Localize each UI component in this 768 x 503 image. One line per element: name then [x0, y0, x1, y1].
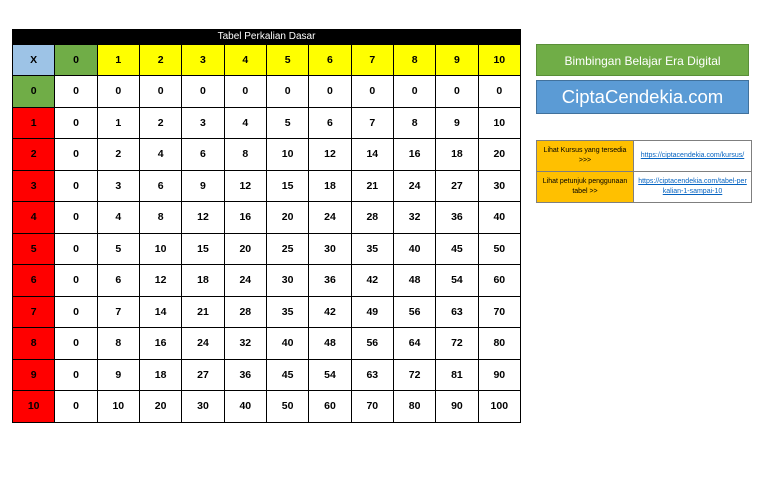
header-row [13, 45, 521, 76]
product-cell[interactable]: 0 [55, 233, 97, 265]
product-cell[interactable]: 0 [55, 296, 97, 328]
column-header-cell[interactable]: 1 [97, 45, 139, 76]
product-cell[interactable]: 0 [55, 76, 97, 108]
product-cell[interactable]: 27 [182, 359, 224, 391]
product-cell[interactable]: 54 [309, 359, 351, 391]
product-cell[interactable]: 2 [139, 107, 181, 139]
product-cell[interactable]: 40 [266, 328, 308, 360]
product-cell[interactable]: 28 [351, 202, 393, 234]
product-cell[interactable]: 0 [224, 76, 266, 108]
product-cell[interactable]: 1 [97, 107, 139, 139]
subtitle-banner: Bimbingan Belajar Era Digital [536, 44, 749, 76]
product-cell[interactable]: 7 [351, 107, 393, 139]
product-cell[interactable]: 70 [478, 296, 520, 328]
product-cell[interactable]: 35 [351, 233, 393, 265]
table-row [13, 107, 521, 139]
product-cell[interactable]: 4 [97, 202, 139, 234]
table-row [13, 233, 521, 265]
product-cell[interactable]: 16 [393, 139, 435, 171]
table-row [13, 170, 521, 202]
product-cell[interactable]: 50 [266, 391, 308, 423]
link-row-guide [537, 172, 752, 203]
product-cell[interactable]: 4 [224, 107, 266, 139]
row-header-cell[interactable]: 5 [13, 233, 55, 265]
product-cell[interactable]: 60 [309, 391, 351, 423]
product-cell[interactable]: 40 [478, 202, 520, 234]
product-cell[interactable]: 0 [436, 76, 478, 108]
product-cell[interactable]: 0 [55, 202, 97, 234]
product-cell[interactable]: 0 [55, 265, 97, 297]
product-cell[interactable]: 14 [351, 139, 393, 171]
table-row [13, 202, 521, 234]
row-header-cell[interactable]: 7 [13, 296, 55, 328]
product-cell[interactable]: 48 [393, 265, 435, 297]
product-cell[interactable]: 0 [478, 76, 520, 108]
product-cell[interactable]: 30 [182, 391, 224, 423]
product-cell[interactable]: 48 [309, 328, 351, 360]
product-cell[interactable]: 20 [139, 391, 181, 423]
column-header-cell[interactable]: 10 [478, 45, 520, 76]
product-cell[interactable]: 64 [393, 328, 435, 360]
product-cell[interactable]: 2 [97, 139, 139, 171]
product-cell[interactable]: 8 [224, 139, 266, 171]
product-cell[interactable]: 3 [97, 170, 139, 202]
product-cell[interactable]: 40 [224, 391, 266, 423]
product-cell[interactable]: 54 [436, 265, 478, 297]
product-cell[interactable]: 21 [351, 170, 393, 202]
row-header-cell[interactable]: 4 [13, 202, 55, 234]
product-cell[interactable]: 15 [182, 233, 224, 265]
product-cell[interactable]: 32 [393, 202, 435, 234]
column-header-cell[interactable]: 2 [139, 45, 181, 76]
product-cell[interactable]: 45 [266, 359, 308, 391]
product-cell[interactable]: 5 [97, 233, 139, 265]
product-cell[interactable]: 15 [266, 170, 308, 202]
product-cell[interactable]: 32 [224, 328, 266, 360]
row-header-cell[interactable]: 3 [13, 170, 55, 202]
row-header-cell[interactable]: 2 [13, 139, 55, 171]
product-cell[interactable]: 3 [182, 107, 224, 139]
column-header-cell[interactable]: 9 [436, 45, 478, 76]
product-cell[interactable]: 9 [182, 170, 224, 202]
product-cell[interactable]: 72 [393, 359, 435, 391]
product-cell[interactable]: 50 [478, 233, 520, 265]
product-cell[interactable]: 10 [139, 233, 181, 265]
product-cell[interactable]: 8 [139, 202, 181, 234]
product-cell[interactable]: 6 [309, 107, 351, 139]
product-cell[interactable]: 60 [478, 265, 520, 297]
product-cell[interactable]: 16 [224, 202, 266, 234]
product-cell[interactable]: 81 [436, 359, 478, 391]
table-row [13, 139, 521, 171]
column-header-cell[interactable]: 3 [182, 45, 224, 76]
product-cell[interactable]: 80 [393, 391, 435, 423]
table-row [13, 391, 521, 423]
product-cell[interactable]: 10 [97, 391, 139, 423]
product-cell[interactable]: 0 [55, 391, 97, 423]
product-cell[interactable]: 0 [309, 76, 351, 108]
row-header-cell[interactable]: 8 [13, 328, 55, 360]
product-cell[interactable]: 56 [351, 328, 393, 360]
product-cell[interactable]: 0 [182, 76, 224, 108]
product-cell[interactable]: 0 [139, 76, 181, 108]
product-cell[interactable]: 12 [309, 139, 351, 171]
product-cell[interactable]: 6 [97, 265, 139, 297]
column-header-cell[interactable]: 6 [309, 45, 351, 76]
table-row [13, 76, 521, 108]
courses-link[interactable]: https://ciptacendekia.com/kursus/ [634, 141, 752, 172]
product-cell[interactable]: 72 [436, 328, 478, 360]
column-header-cell[interactable]: 0 [55, 45, 97, 76]
column-header-cell[interactable]: 8 [393, 45, 435, 76]
product-cell[interactable]: 9 [97, 359, 139, 391]
product-cell[interactable]: 36 [224, 359, 266, 391]
product-cell[interactable]: 14 [139, 296, 181, 328]
product-cell[interactable]: 6 [139, 170, 181, 202]
product-cell[interactable]: 25 [266, 233, 308, 265]
product-cell[interactable]: 20 [224, 233, 266, 265]
multiplication-table [12, 44, 521, 423]
table-row [13, 359, 521, 391]
product-cell[interactable]: 12 [139, 265, 181, 297]
links-table [536, 140, 752, 203]
product-cell[interactable]: 24 [182, 328, 224, 360]
product-cell[interactable]: 0 [55, 139, 97, 171]
row-header-cell[interactable]: 1 [13, 107, 55, 139]
product-cell[interactable]: 0 [393, 76, 435, 108]
product-cell[interactable]: 6 [182, 139, 224, 171]
row-header-cell[interactable]: 9 [13, 359, 55, 391]
product-cell[interactable]: 8 [97, 328, 139, 360]
product-cell[interactable]: 9 [436, 107, 478, 139]
product-cell[interactable]: 12 [182, 202, 224, 234]
product-cell[interactable]: 30 [266, 265, 308, 297]
link-label: Lihat Kursus yang tersedia >>> [537, 141, 634, 172]
product-cell[interactable]: 18 [182, 265, 224, 297]
product-cell[interactable]: 24 [309, 202, 351, 234]
product-cell[interactable]: 30 [478, 170, 520, 202]
product-cell[interactable]: 0 [351, 76, 393, 108]
sheet-title: Tabel Perkalian Dasar [12, 29, 521, 44]
product-cell[interactable]: 0 [266, 76, 308, 108]
product-cell[interactable]: 24 [393, 170, 435, 202]
product-cell[interactable]: 21 [182, 296, 224, 328]
table-row [13, 328, 521, 360]
row-header-cell[interactable]: 6 [13, 265, 55, 297]
product-cell[interactable]: 36 [436, 202, 478, 234]
column-header-cell[interactable]: 4 [224, 45, 266, 76]
product-cell[interactable]: 0 [55, 359, 97, 391]
table-row [13, 265, 521, 297]
product-cell[interactable]: 8 [393, 107, 435, 139]
product-cell[interactable]: 27 [436, 170, 478, 202]
product-cell[interactable]: 24 [224, 265, 266, 297]
site-banner: CiptaCendekia.com [536, 80, 749, 114]
product-cell[interactable]: 80 [478, 328, 520, 360]
product-cell[interactable]: 30 [309, 233, 351, 265]
row-header-cell[interactable]: 0 [13, 76, 55, 108]
product-cell[interactable]: 36 [309, 265, 351, 297]
link-label: Lihat petunjuk penggunaan tabel >> [537, 172, 634, 203]
product-cell[interactable]: 63 [351, 359, 393, 391]
product-cell[interactable]: 0 [55, 170, 97, 202]
product-cell[interactable]: 20 [266, 202, 308, 234]
product-cell[interactable]: 5 [266, 107, 308, 139]
product-cell[interactable]: 90 [478, 359, 520, 391]
product-cell[interactable]: 18 [139, 359, 181, 391]
product-cell[interactable]: 63 [436, 296, 478, 328]
product-cell[interactable]: 35 [266, 296, 308, 328]
column-header-cell[interactable]: 5 [266, 45, 308, 76]
product-cell[interactable]: 12 [224, 170, 266, 202]
product-cell[interactable]: 10 [266, 139, 308, 171]
product-cell[interactable]: 0 [97, 76, 139, 108]
product-cell[interactable]: 0 [55, 328, 97, 360]
product-cell[interactable]: 70 [351, 391, 393, 423]
product-cell[interactable]: 4 [139, 139, 181, 171]
product-cell[interactable]: 42 [309, 296, 351, 328]
product-cell[interactable]: 28 [224, 296, 266, 328]
product-cell[interactable]: 0 [55, 107, 97, 139]
product-cell[interactable]: 7 [97, 296, 139, 328]
link-row-courses [537, 141, 752, 172]
corner-cell[interactable]: X [13, 45, 55, 76]
product-cell[interactable]: 42 [351, 265, 393, 297]
product-cell[interactable]: 20 [478, 139, 520, 171]
product-cell[interactable]: 40 [393, 233, 435, 265]
product-cell[interactable]: 18 [309, 170, 351, 202]
product-cell[interactable]: 100 [478, 391, 520, 423]
product-cell[interactable]: 10 [478, 107, 520, 139]
product-cell[interactable]: 18 [436, 139, 478, 171]
column-header-cell[interactable]: 7 [351, 45, 393, 76]
product-cell[interactable]: 90 [436, 391, 478, 423]
product-cell[interactable]: 16 [139, 328, 181, 360]
table-row [13, 296, 521, 328]
product-cell[interactable]: 56 [393, 296, 435, 328]
multiplication-sheet [12, 29, 521, 423]
product-cell[interactable]: 45 [436, 233, 478, 265]
guide-link[interactable]: https://ciptacendekia.com/tabel-perkalian-1-sampai-10 [634, 172, 752, 203]
row-header-cell[interactable]: 10 [13, 391, 55, 423]
product-cell[interactable]: 49 [351, 296, 393, 328]
